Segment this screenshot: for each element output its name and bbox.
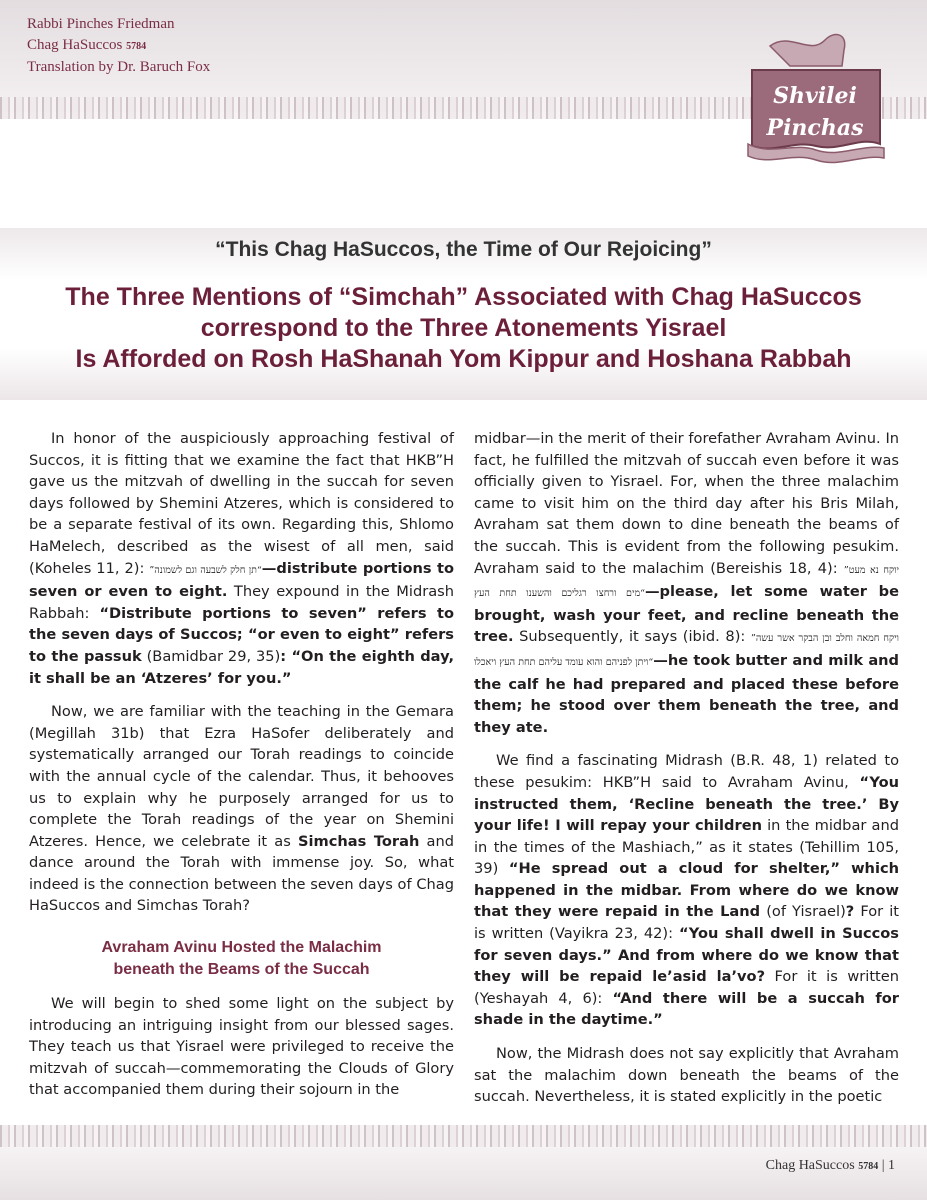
logo-text: Shvilei Pinchas <box>766 83 864 141</box>
paragraph: We find a fascinating Midrash (B.R. 48, 1) related to these pesukim: HKB”H said to Avraham Avinu, “You instructed them, ‘Recline beneath the tree.’ By your life! I will repay your children in the midbar and in the times of the Mashiach,” as it states (Tehillim 105, 39) “He spread out a cloud for shelter,” which happened in the midbar. From where do we know that they were repaid in the Land (of Yisrael)? For it is written (Vayikra 23, 42): “You shall dwell in Succos for seven days.” And from where do we know that they will be repaid le’asid la’vo? For it is written (Yeshayah 4, 6): “And there will be a succah for shade in the daytime.” <box>474 752 900 1029</box>
parsha-label: Chag HaSuccos 5784 <box>27 37 147 53</box>
paragraph: Now, the Midrash does not say explicitly that Avraham sat the malachim down beneath the beams of the succah. Nevertheless, it is stated explicitly in the poetic <box>474 1045 899 1106</box>
left-column <box>29 428 454 1113</box>
paragraph: Now, we are familiar with the teaching in the Gemara (Megillah 31b) that Ezra HaSofer deliberately and systematically arranged our Torah readings to coincide with the annual cycle of the calendar. Thus, it behooves us to explain why he purposely arranged for us to complete the Torah readings of the year on Shemini Atzeres. Hence, we celebrate it as Simchas Torah and dance around the Torah with immense joy. So, what indeed is the connection between the seven days of Chag HaSuccos and Simchas Torah? <box>29 703 454 915</box>
page-footer: Chag HaSuccos 5784 | 1 <box>765 1158 895 1173</box>
author-name: Rabbi Pinches Friedman <box>27 16 175 32</box>
paragraph: We will begin to shed some light on the subject by introducing an intriguing insight from our blessed sages. They teach us that Yisrael were privileged to receive the mitzvah of succah—commemorating the Clouds of Glory that accompanied them during their sojourn in the <box>29 995 454 1099</box>
page-number: | 1 <box>881 1158 895 1173</box>
paragraph: midbar—in the merit of their forefather Avraham Avinu. In fact, he fulfilled the mitzvah of succah even before it was officially given to Yisrael. For, when the three malachim came to visit him on the third day after his Bris Milah, Avraham sat them down to dine beneath the beams of the succah. This is evident from the following pesukim. Avraham said to the malachim (Bereishis 18, 4): ”יוקח נא מעט מים ורחצו רגליכם והשענו תחת העץ“—please, let some water be brought, wash your feet, and recline beneath the tree. Subsequently, it says (ibid. 8): ”ויקח חמאה וחלב ובן הבקר אשר עשה ויתן לפניהם והוא עומד עליהם תחת העץ ויאכלו“—he took butter and milk and the calf he had prepared and placed these before them; he stood over them beneath the tree, and they ate. <box>474 430 900 736</box>
article-meta <box>27 14 210 78</box>
section-heading: Avraham Avinu Hosted the Malachim beneath the Beams of the Succah <box>101 939 382 979</box>
translator-credit: Translation by Dr. Baruch Fox <box>27 59 211 75</box>
parsha-year: 5784 <box>126 41 147 52</box>
decorative-border-bottom <box>0 1125 927 1147</box>
page-title: The Three Mentions of “Simchah” Associated with Chag HaSuccos correspond to the Three Atonements Yisrael Is Afforded on Rosh HaShanah Yom Kippur and Hoshana Rabbah <box>65 283 862 373</box>
paragraph: In honor of the auspiciously approaching festival of Succos, it is fitting that we examine the fact that HKB”H gave us the mitzvah of dwelling in the succah for seven days followed by Shemini Atzeres, which is considered to be a separate festival of its own. Regarding this, Shlomo HaMelech, described as the wisest of all men, said (Koheles 11, 2): ”תן חלק לשבעה וגם לשמונה“—distribute portions to seven or even to eight. They expound in the Midrash Rabbah: “Distribute portions to seven” refers to the seven days of Succos; “or even to eight” refers to the passuk (Bamidbar 29, 35): “On the eighth day, it shall be an ‘Atzeres’ for you.” <box>29 430 455 687</box>
subtitle: “This Chag HaSuccos, the Time of Our Rejoicing” <box>215 238 712 261</box>
right-column <box>474 428 899 1120</box>
